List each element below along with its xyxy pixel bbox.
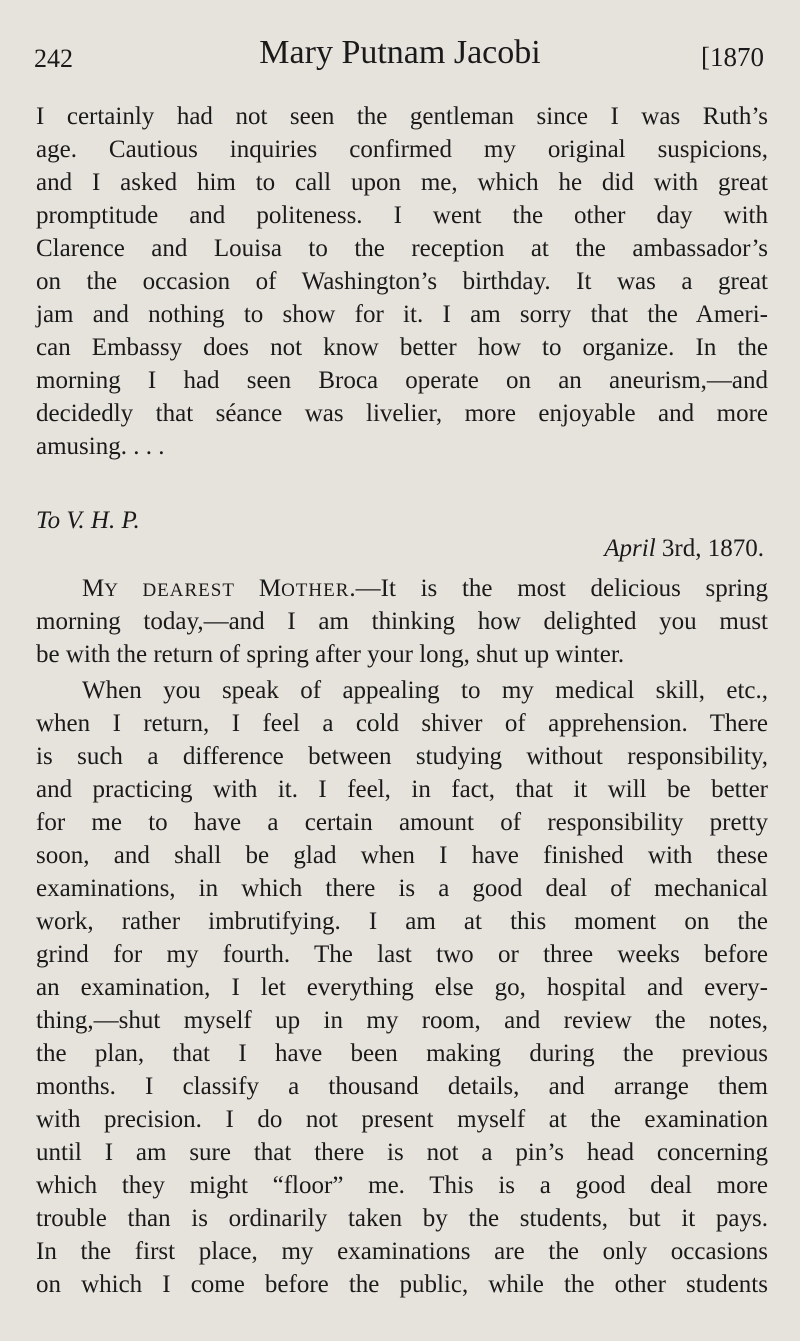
running-head (0, 34, 800, 74)
text-line: In the first place, my examinations are the only occasions (36, 1238, 768, 1265)
text-line: months. I classify a thousand details, and arrange them (36, 1073, 768, 1100)
year-marker: [1870 (701, 42, 764, 72)
salutation-tail: .—It is the most delicious spring (349, 575, 768, 602)
date-month: April (604, 535, 656, 562)
text-line: the plan, that I have been making during the previous (36, 1040, 768, 1067)
text-line: be with the return of spring after your long, shut up winter. (36, 641, 625, 668)
paragraph-3 (36, 674, 768, 1301)
salutation-small-caps: Y (104, 580, 119, 601)
text-line: can Embassy does not know better how to organize. In the (36, 334, 768, 361)
paragraph-1 (36, 100, 768, 463)
text-line: and practicing with it. I feel, in fact, that it will be better (36, 776, 768, 803)
text-line: examinations, in which there is a good deal of mechanical (36, 875, 768, 902)
text-line: with precision. I do not present myself at the examination (36, 1106, 768, 1133)
text-line: and I asked him to call upon me, which he did with great (36, 169, 768, 196)
text-line: morning today,—and I am thinking how delighted you must (36, 608, 768, 635)
running-title: Mary Putnam Jacobi (259, 34, 541, 71)
salutation-initial: M (82, 575, 105, 602)
text-line: work, rather imbrutifying. I am at this moment on the (36, 908, 768, 935)
text-line: jam and nothing to show for it. I am sorry that the Ameri- (36, 301, 768, 328)
letter-date (604, 535, 764, 563)
salutation-small-caps: OTHER (281, 580, 350, 601)
text-line: is such a difference between studying without responsibility, (36, 743, 768, 770)
text-line: Clarence and Louisa to the reception at the ambassador’s (36, 235, 768, 262)
text-line: soon, and shall be glad when I have finished with these (36, 842, 768, 869)
paragraph-2 (36, 572, 768, 671)
text-line: amusing. . . . (36, 433, 165, 460)
salutation-small-caps: DEAREST (118, 580, 259, 601)
text-line: When you speak of appealing to my medical skill, etc., (82, 677, 768, 704)
text-line: for me to have a certain amount of responsibility pretty (36, 809, 768, 836)
page-number: 242 (34, 44, 73, 73)
text-line: on the occasion of Washington’s birthday. It was a great (36, 268, 768, 295)
date-day-year: 3rd, 1870. (655, 535, 764, 562)
salutation-initial: M (258, 575, 282, 602)
text-line: which they might “floor” me. This is a good deal more (36, 1172, 768, 1199)
text-line: when I return, I feel a cold shiver of apprehension. There (36, 710, 768, 737)
text-line: grind for my fourth. The last two or three weeks before (36, 941, 768, 968)
salutation-line (36, 572, 768, 605)
text-line: thing,—shut myself up in my room, and review the notes, (36, 1007, 768, 1034)
text-line: promptitude and politeness. I went the other day with (36, 202, 768, 229)
text-line: until I am sure that there is not a pin’s head concerning (36, 1139, 768, 1166)
text-line: on which I come before the public, while the other students (36, 1271, 768, 1298)
text-line: I certainly had not seen the gentleman since I was Ruth’s (36, 103, 768, 130)
letter-recipient: To V. H. P. (36, 507, 140, 534)
text-line: age. Cautious inquiries confirmed my original suspicions, (36, 136, 768, 163)
text-line: an examination, I let everything else go, hospital and every- (36, 974, 768, 1001)
text-line: morning I had seen Broca operate on an aneurism,—and (36, 367, 768, 394)
text-line: decidedly that séance was livelier, more enjoyable and more (36, 400, 768, 427)
text-line: trouble than is ordinarily taken by the students, but it pays. (36, 1205, 768, 1232)
